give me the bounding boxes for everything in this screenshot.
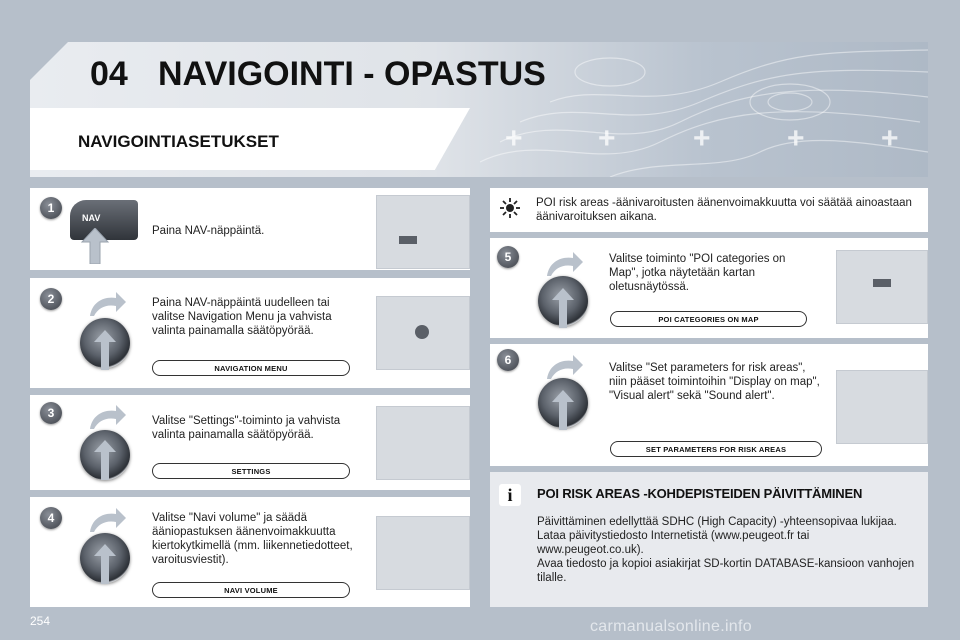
radio-thumbnail [376,406,470,480]
press-arrow-icon [80,228,110,264]
menu-label-pill: SET PARAMETERS FOR RISK AREAS [610,441,822,457]
press-arrow-icon [552,390,574,430]
step-5-text: Valitse toiminto "POI categories on Map", jotka näytetään kartan oletusnäytössä. [609,253,786,293]
step-3-text: Valitse "Settings"-toiminto ja vahvista valinta painamalla säätöpyörää. [152,415,341,441]
rotate-arrow-icon [88,405,126,431]
radio-thumbnail [376,516,470,590]
step-badge: 4 [40,507,62,529]
step-2-text: Paina NAV-näppäintä uudelleen tai valitse Navigation Menu ja vahvista valinta painamalla säätöpyörää. [152,297,332,337]
menu-label-pill: SETTINGS [152,463,350,479]
info-icon: i [499,484,521,506]
press-arrow-icon [94,330,116,370]
plus-decoration: + [881,122,899,155]
step-4-text: Valitse "Navi volume" ja säädä ääniopastuksen äänenvoimakkuutta kiertokytkimellä (mm. liikennetiedotteet, varoitusviestit). [152,512,353,566]
rotate-arrow-icon [88,292,126,318]
step-6-text: Valitse "Set parameters for risk areas", niin pääset toimintoihin "Display on map", "Visual alert" sekä "Sound alert". [609,362,820,402]
highlighted-button [399,236,417,244]
menu-label-pill: NAVIGATION MENU [152,360,350,376]
info-text [537,515,917,585]
info-title: POI RISK AREAS -KOHDEPISTEIDEN PÄIVITTÄMINEN [537,486,863,501]
nav-button-label: NAV [82,213,101,223]
plus-decoration: + [787,122,805,155]
press-arrow-icon [94,440,116,480]
info-paragraph: Päivittäminen edellyttää SDHC (High Capacity) -yhteensopivaa lukijaa. [537,516,897,528]
info-paragraph: Avaa tiedosto ja kopioi asiakirjat SD-kortin DATABASE-kansioon vanhojen tilalle. [537,558,915,584]
tip-text: POI risk areas -äänivaroitusten äänenvoimakkuutta voi säätää ainoastaan äänivaroituksen aikana. [536,197,912,223]
rotate-arrow-icon [88,508,126,534]
step-badge: 5 [497,246,519,268]
plus-decoration: + [505,122,523,155]
info-paragraph: Lataa päivitystiedosto Internetistä (www.peugeot.fr tai www.peugeot.co.uk). [537,530,810,556]
radio-thumbnail [836,250,928,324]
section-title: NAVIGOINTIASETUKSET [78,132,279,151]
step-badge: 1 [40,197,62,219]
press-arrow-icon [552,288,574,328]
step-badge: 2 [40,288,62,310]
radio-thumbnail [376,296,470,370]
radio-thumbnail [376,195,470,269]
press-arrow-icon [94,544,116,584]
highlighted-button [873,279,891,287]
page-number: 254 [30,614,51,628]
chapter-title: NAVIGOINTI - OPASTUS [158,55,546,93]
sun-tip-icon [500,198,520,218]
plus-decoration: + [598,122,616,155]
menu-label-pill: NAVI VOLUME [152,582,350,598]
menu-label-pill: POI CATEGORIES ON MAP [610,311,807,327]
step-1-text: Paina NAV-näppäintä. [152,225,265,237]
step-badge: 3 [40,402,62,424]
step-badge: 6 [497,349,519,371]
rotate-arrow-icon [545,252,583,278]
highlighted-knob [415,325,429,339]
chapter-number: 04 [90,55,128,93]
plus-decoration: + [693,122,711,155]
watermark: carmanualsonline.info [590,618,752,635]
radio-thumbnail [836,370,928,444]
